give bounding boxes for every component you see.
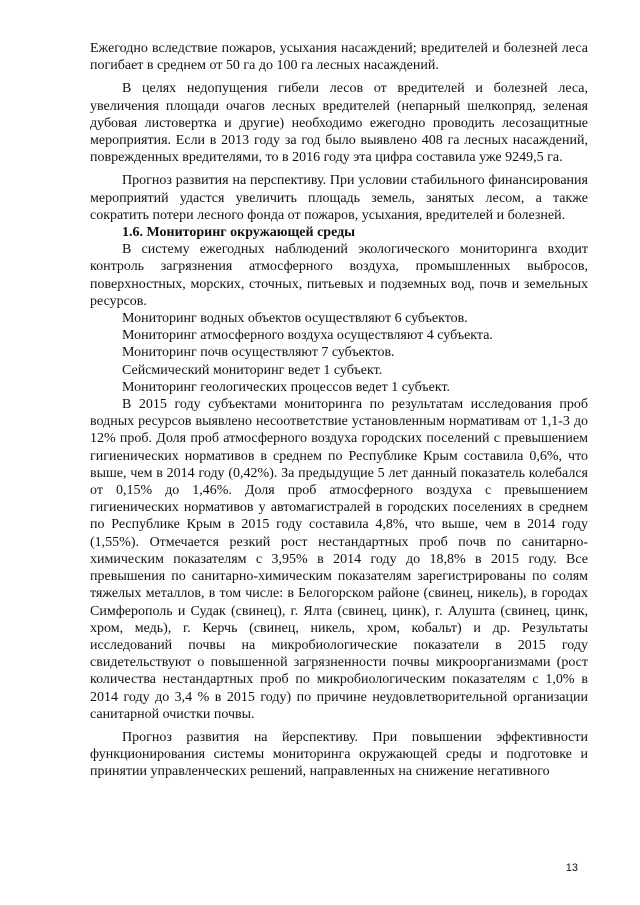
paragraph-monitoring-system: В систему ежегодных наблюдений экологического мониторинга входит контроль загрязнения атмосферного воздуха, промышленных выбросов, поверхностных, морских, сточных, питьевых и подземных вод, почв и земельных ресурсов. <box>90 242 588 309</box>
paragraph-forest-losses: Ежегодно вследствие пожаров, усыхания насаждений; вредителей и болезней леса погибает в среднем от 50 га до 100 га лесных насаждений. <box>90 41 588 74</box>
paragraph-pest-control: В целях недопущения гибели лесов от вредителей и болезней леса, увеличения площади очагов лесных вредителей (непарный шелкопряд, зеленая дубовая листовертка и другие) необходимо ежегодно проводить лесозащитные мероприятия. Если в 2013 году за год было выявлено 408 га лесных насаждений, поврежденных вредителями, то в 2016 году эта цифра составила уже 9249,5 га. <box>90 81 588 166</box>
section-heading: 1.6. Мониторинг окружающей среды <box>122 225 356 241</box>
list-item-water-monitoring: Мониторинг водных объектов осуществляют 6 субъектов. <box>122 311 468 327</box>
list-item-geological-monitoring: Мониторинг геологических процессов ведет 1 субъект. <box>122 379 451 395</box>
paragraph-monitoring-results: В 2015 году субъектами мониторинга по результатам исследования проб водных ресурсов выявлено несоответствие установленным нормативам от 1,1-3 до 12% проб. Доля проб атмосферного воздуха городских поселений с превышением гигиенических нормативов в среднем по Республике Крым составила 0,6%, что выше, чем в 2014 году (0,42%). За предыдущие 5 лет данный показатель колебался от 0,15% до 1,46%. Доля проб атмосферного воздуха с превышением гигиенических нормативов у автомагистралей в городских поселениях в среднем по Республике Крым в 2015 году составила 4,8%, что выше, чем в 2014 году (1,55%). Отмечается резкий рост нестандартных проб почв по санитарно-химическим показателям с 3,95% в 2014 году до 18,8% в 2015 году. Все превышения по санитарно-химическим показателям зарегистрированы по солям тяжелых металлов, в том числе: в Белогорском районе (свинец, никель), в городах Симферополь и Судак (свинец), г. Ялта (свинец, цинк), г. Алушта (свинец, цинк, хром, медь), г. Керчь (свинец, никель, хром, кобальт) и др. Результаты исследований почвы на микробиологические показатели в 2015 году свидетельствуют о повышенной загрязненности почвы микроорганизмами (рост количества нестандартных проб по микробиологическим показателям с 1,0% в 2014 году до 3,4 % в 2015 году) по причине неудовлетворительной организации санитарной очистки почвы. <box>90 397 588 722</box>
list-item-air-monitoring: Мониторинг атмосферного воздуха осуществляют 4 субъекта. <box>122 328 493 344</box>
list-item-soil-monitoring: Мониторинг почв осуществляют 7 субъектов. <box>122 345 395 361</box>
list-item-seismic-monitoring: Сейсмический мониторинг ведет 1 субъект. <box>122 362 383 378</box>
paragraph-monitoring-forecast: Прогноз развития на йерспективу. При повышении эффективности функционирования системы мониторинга окружающей среды и подготовке и принятии управленческих решений, направленных на снижение негативного <box>90 729 588 780</box>
page-number: 13 <box>565 862 578 874</box>
paragraph-forest-forecast: Прогноз развития на перспективу. При условии стабильного финансирования мероприятий удастся увеличить площадь земель, занятых лесом, а также сократить потери лесного фонда от пожаров, усыхания, вредителей и болезней. <box>90 173 588 223</box>
